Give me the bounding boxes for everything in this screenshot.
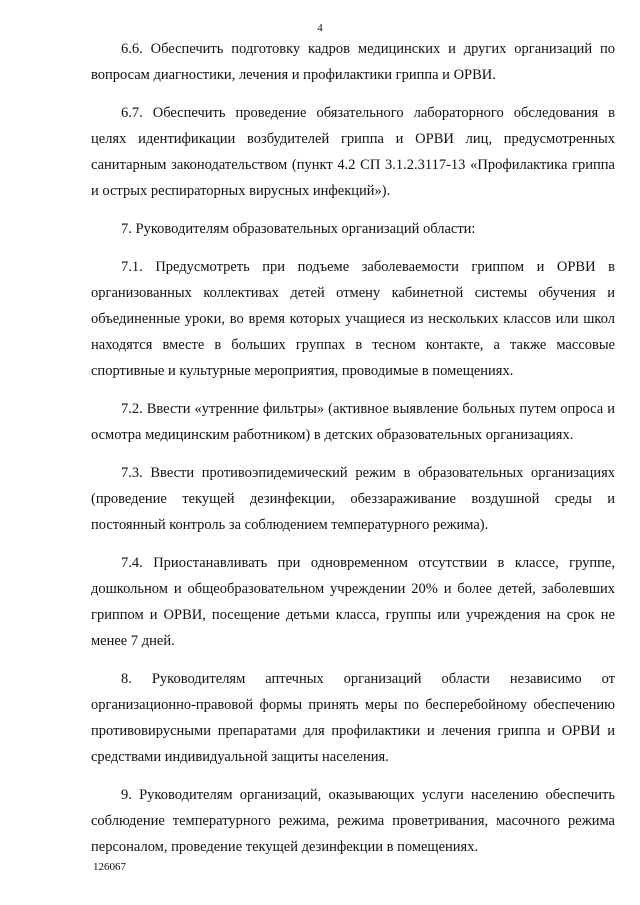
paragraph-6-6: 6.6. Обеспечить подготовку кадров медицинских и других организаций по вопросам диагностики, лечения и профилактики гриппа и ОРВИ.	[91, 41, 615, 83]
paragraph-8: 8. Руководителям аптечных организаций области независимо от организационно-правовой формы принять меры по бесперебойному обеспечению противовирусными препаратами для профилактики и лечения гриппа и ОРВИ и средствами индивидуальной защиты населения.	[91, 671, 615, 765]
paragraph-9: 9. Руководителям организаций, оказывающих услуги населению обеспечить соблюдение температурного режима, режима проветривания, масочного режима персоналом, проведение текущей дезинфекции в помещениях.	[91, 787, 615, 855]
paragraph-7: 7. Руководителям образовательных организаций области:	[121, 221, 476, 237]
paragraph-7-2: 7.2. Ввести «утренние фильтры» (активное выявление больных путем опроса и осмотра медицинским работником) в детских образовательных организациях.	[91, 401, 615, 443]
paragraph-7-1: 7.1. Предусмотреть при подъеме заболеваемости гриппом и ОРВИ в организованных коллективах детей отмену кабинетной системы обучения и объединенные уроки, во время которых учащиеся из нескольких классов или школ находятся вместе в больших группах в тесном контакте, а также массовые спортивные и культурные мероприятия, проводимые в помещениях.	[91, 259, 615, 379]
document-code: 126067	[93, 861, 126, 873]
paragraph-6-7: 6.7. Обеспечить проведение обязательного лабораторного обследования в целях идентификации возбудителей гриппа и ОРВИ лиц, предусмотренных санитарным законодательством (пункт 4.2 СП 3.1.2.3117-13 «Профилактика гриппа и острых респираторных вирусных инфекций»).	[91, 105, 615, 199]
page-number: 4	[317, 22, 323, 34]
document-body	[91, 36, 615, 872]
paragraph-7-3: 7.3. Ввести противоэпидемический режим в образовательных организациях (проведение текущей дезинфекции, обеззараживание воздушной среды и постоянный контроль за соблюдением температурного режима).	[91, 465, 615, 533]
paragraph-7-4: 7.4. Приостанавливать при одновременном отсутствии в классе, группе, дошкольном и общеобразовательном учреждении 20% и более детей, заболевших гриппом и ОРВИ, посещение детьми класса, группы или учреждения на срок не менее 7 дней.	[91, 555, 615, 649]
